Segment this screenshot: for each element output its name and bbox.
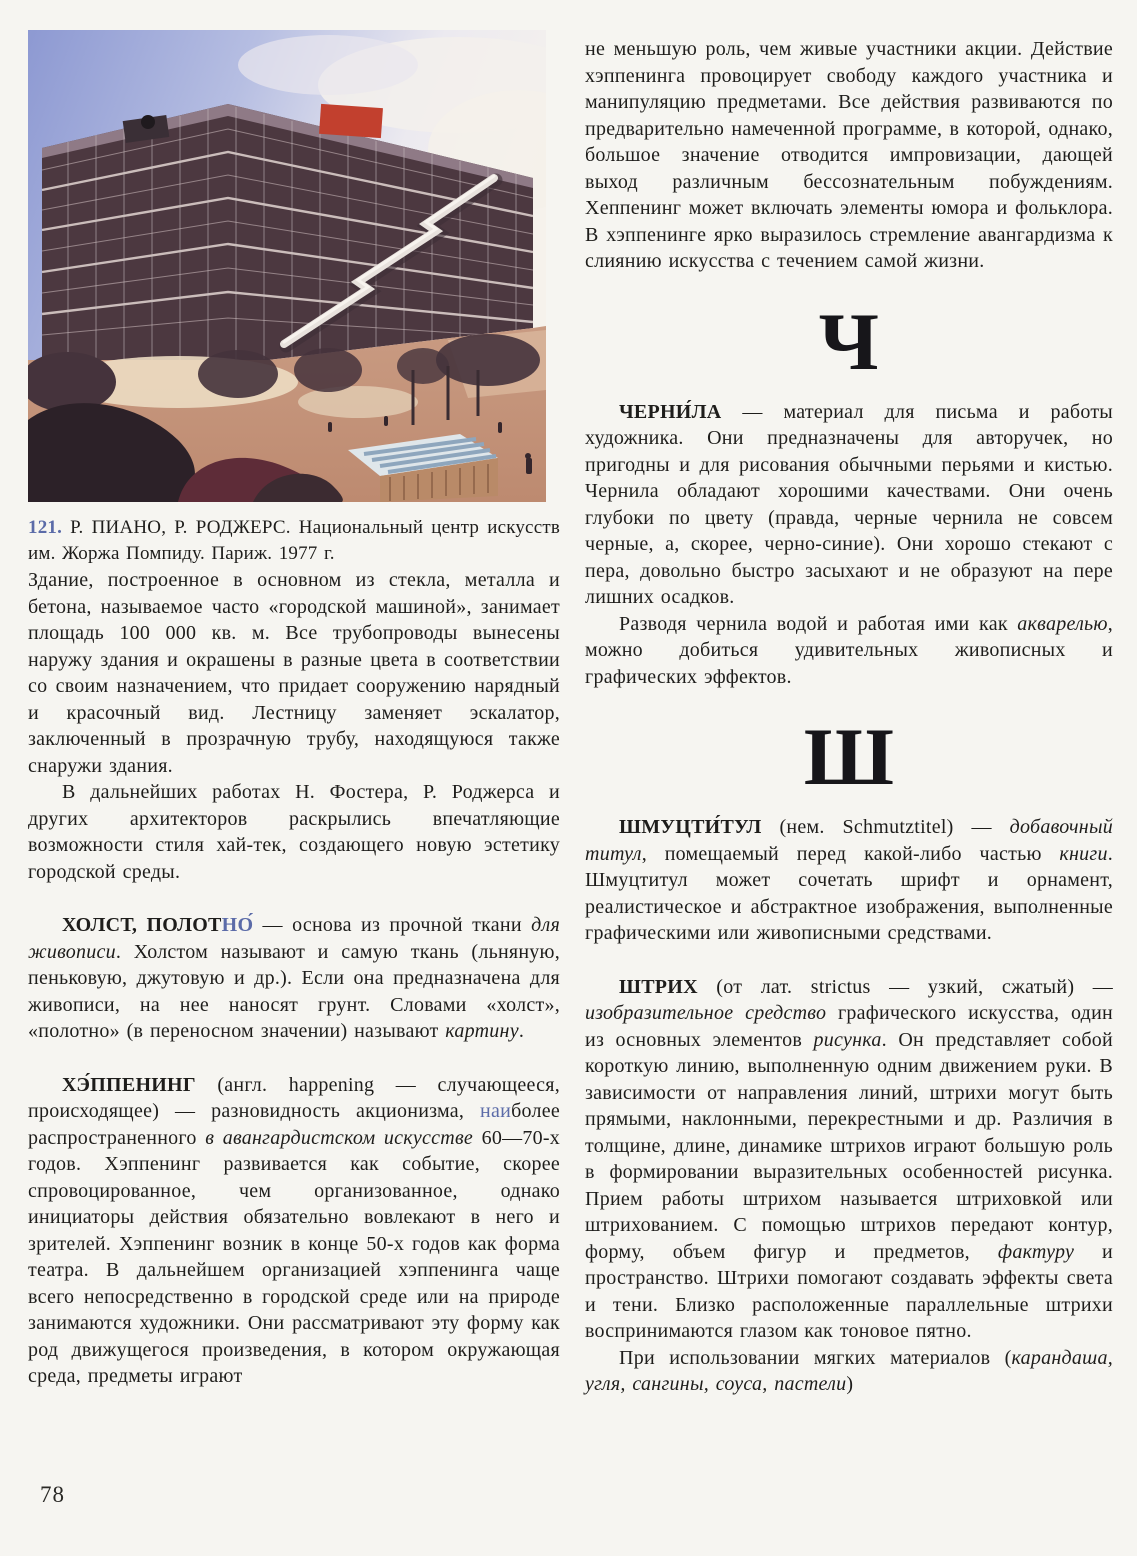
entry-chernila: ЧЕРНИ́ЛА — материал для письма и работы художника. Они предназначены для авторучек, но пригодны и для рисования обычными перьями и кистью. Чернила обладают хорошими качествами. Они очень глубоки по цвету (правда, черные чернила не совсем черные, а, скорее, черно-синие). Они хорошо стекают с пера, довольно быстро засыхают и не образуют на пере лишних осадков. [585, 400, 1113, 608]
entry-shtrikh: ШТРИХ (от лат. strictus — узкий, сжатый) — изобразительное средство графического искусства, один из основных элементов рисунка. Он представляет собой короткую линию, выполненную одним движением руки. В зависимости от направления линий, штрихи могут быть прямыми, наклонными, перекрестными и др. Различия в толщине, длине, динамике штрихов играют большую роль в формировании выразительных особенностей рисунка. Прием работы штрихом называется штриховкой или штрихованием. С помощью штрихов передают контур, форму, объем фигур и предметов, фактуру и пространство. Штрихи помогают создавать эффекты света и тени. Близко расположенные параллельные штрихи воспринимаются глазом как тоновое пятно. [585, 975, 1114, 1342]
entry-happening: ХЭ́ППЕНИНГ (англ. happening — случающееся, происходящее) — разновидность акционизма, наиболее распространенного в авангардистском искусстве 60—70-х годов. Хэппенинг развивается как событие, скорее спровоцированное, чем организованное, однако инициаторы действия обязательно вовлекают в него и зрителей. Хэппенинг возник в конце 50-х годов как форма театра. В дальнейшем организацией хэппенинга чаще всего непосредственно в городской среде или на природе занимаются художники. Они рассматривают эту форму как род движущегося произведения, в котором окружающая среда, предметы играют [28, 1073, 560, 1387]
section-letter-ch: Ч [818, 295, 880, 387]
figure-caption: 121. Р. ПИАНО, Р. РОДЖЕРС. Национальный центр искусств им. Жоржа Помпиду. Париж. 1977 г. [28, 517, 560, 564]
page-number: 78 [40, 1482, 65, 1507]
paragraph-chernila-2: Разводя чернила водой и работая ими как акварелью, можно добиться удивительных живописных и графических эффектов. [585, 612, 1113, 688]
left-column [28, 30, 560, 1390]
entry-shmutztitul: ШМУЦТИ́ТУЛ (нем. Schmutztitel) — добавочный титул, помещаемый перед какой-либо частью книги. Шмуцтитул может сочетать шрифт и орнамент, реалистическое и абстрактное изображения, выполненные графическими или живописными средствами. [585, 816, 1113, 944]
photo-rooftop-red-box [319, 104, 383, 138]
right-column [585, 36, 1113, 1398]
figure-pompidou [28, 30, 560, 567]
section-letter-sh: Ш [803, 711, 895, 802]
paragraph-foster: В дальнейших работах Н. Фостера, Р. Роджерса и других архитекторов раскрылись впечатляющие возможности стиля хай-тек, создающего новую эстетику городской среды. [28, 781, 560, 883]
entry-holst: ХОЛСТ, ПОЛОТНО́ — основа из прочной ткани для живописи. Холстом называют и самую ткань (льняную, пеньковую, джутовую и др.). Если она предназначена для живописи, на нее наносят грунт. Словами «холст», «полотно» (в переносном значении) называют картину. [28, 914, 561, 1042]
paragraph-building: Здание, построенное в основном из стекла, металла и бетона, называемое часто «городской машиной», занимает площадь 100 000 кв. м. Все трубопроводы вынесены наружу здания и окрашены в разные цвета в соответствии со своим назначением, что придает сооружению нарядный и красочный вид. Лестницу заменяет эскалатор, заключенный в прозрачную трубу, находящуюся также снаружи здания. [28, 569, 560, 777]
paragraph-shtrikh-2: При использовании мягких материалов (карандаша, угля, сангины, соуса, пастели) [585, 1346, 1113, 1395]
pompidou-photo [28, 30, 546, 502]
paragraph-happening-continued: не меньшую роль, чем живые участники акции. Действие хэппенинга провоцирует свободу каждого участника и манипуляцию предметами. Все действия развиваются по предварительно намеченной программе, в которой, однако, большое значение отводится импровизации, дающей выход различным бессознательным побуждениям. Хеппенинг может включать элементы юмора и фольклора. В хэппенинге ярко выразилось стремление авангардизма к слиянию искусства с течением самой жизни. [585, 38, 1113, 272]
